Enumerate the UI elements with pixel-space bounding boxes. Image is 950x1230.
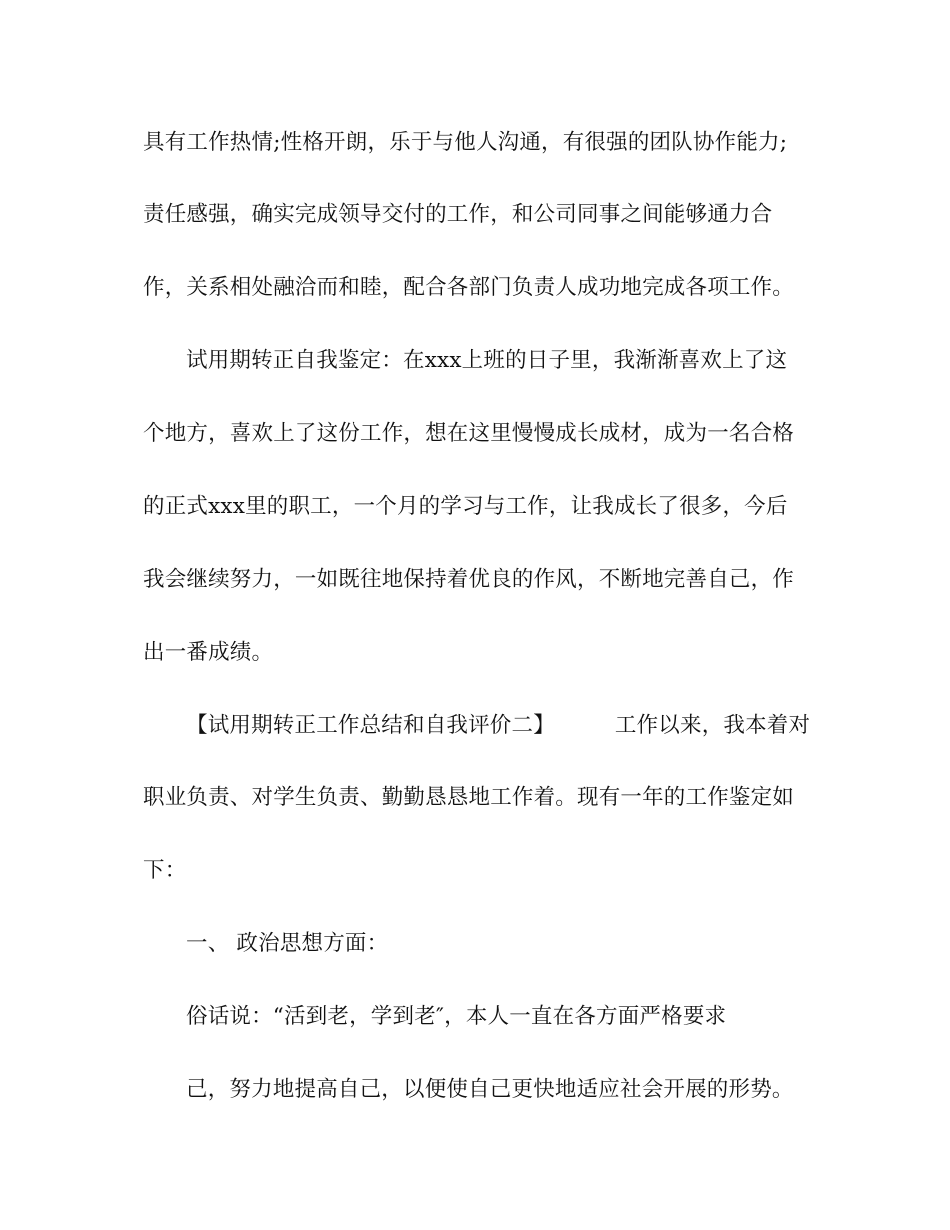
paragraph-line: 职业负责、对学生负责、勤勤恳恳地工作着。现有一年的工作鉴定如	[143, 785, 795, 810]
section-heading: 【试用期转正工作总结和自我评价二】	[186, 713, 555, 738]
paragraph-line: 的正式xxx里的职工，一个月的学习与工作，让我成长了很多，今后	[143, 494, 788, 519]
paragraph-line: 具有工作热情;性格开朗，乐于与他人沟通，有很强的团队协作能力;	[143, 130, 788, 155]
section-heading-line	[186, 711, 866, 741]
paragraph-line: 个地方，喜欢上了这份工作，想在这里慢慢成长成材，成为一名合格	[143, 421, 795, 446]
paragraph-start: 工作以来，我本着对	[614, 713, 811, 738]
paragraph-line: 我会继续努力，一如既往地保持着优良的作风，不断地完善自己，作	[143, 567, 795, 592]
paragraph-line: 试用期转正自我鉴定：在xxx上班的日子里，我渐渐喜欢上了这	[186, 348, 788, 373]
paragraph-line: 下：	[143, 858, 187, 883]
paragraph-line: 俗话说：“活到老，学到老″，本人一直在各方面严格要求	[186, 1004, 727, 1029]
paragraph-line: 作，关系相处融洽而和睦，配合各部门负责人成功地完成各项工作。	[143, 275, 795, 300]
paragraph-line: 责任感强，确实完成领导交付的工作，和公司同事之间能够通力合	[143, 202, 773, 227]
paragraph-line: 己，努力地提高自己，以便使自己更快地适应社会开展的形势。	[186, 1077, 794, 1102]
subsection-heading: 一、 政治思想方面：	[186, 931, 389, 956]
paragraph-line: 出一番成绩。	[143, 640, 274, 665]
